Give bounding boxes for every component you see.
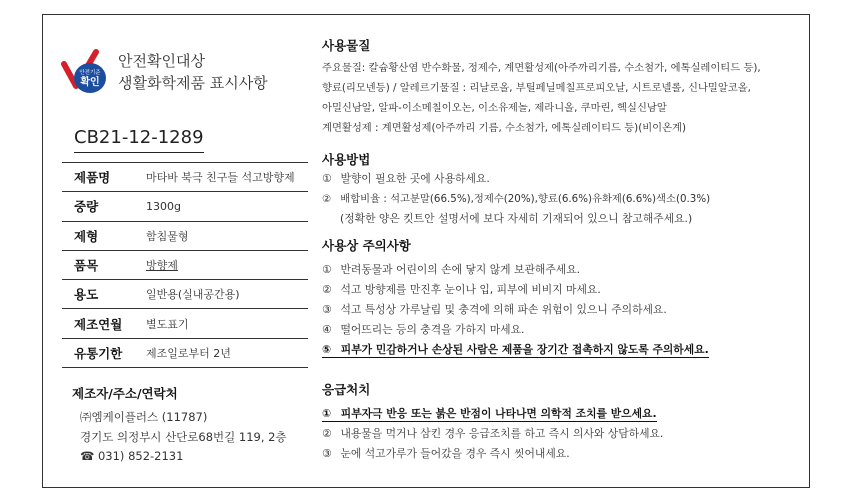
info-row-weight xyxy=(62,192,308,221)
substances-section xyxy=(322,36,802,138)
first-aid-section xyxy=(322,380,802,464)
info-key: 제형 xyxy=(62,221,136,250)
info-row-expiry xyxy=(62,338,308,367)
maker-address: 경기도 의정부시 산단로68번길 119, 2층 xyxy=(80,430,287,444)
info-key: 용도 xyxy=(62,280,136,309)
info-key: 제조연월 xyxy=(62,309,136,338)
maker-phone-line xyxy=(80,449,183,463)
cautions-title: 사용상 주의사항 xyxy=(322,238,411,253)
usage-item: ② 배합비율 : 석고분말(66.5%),정제수(20%),향료(6.6%)유화제(6.6%)색소(0.3%) xyxy=(322,193,711,205)
info-row-category xyxy=(62,250,308,279)
logo-title-line1: 안전확인대상 xyxy=(118,52,205,70)
info-key: 제품명 xyxy=(62,163,136,192)
caution-item: ① 반려동물과 어린이의 손에 닿지 않게 보관해주세요. xyxy=(322,263,581,276)
logo-badge-top: 안전기준 xyxy=(79,70,101,76)
logo-badge-main: 확인 xyxy=(80,77,100,88)
first-aid-item: ③ 눈에 석고가루가 들어갔을 경우 즉시 씻어내세요. xyxy=(322,447,570,460)
substances-line: 아밀신남알, 알파-이소메칠이오논, 이소유제놀, 제라니올, 쿠마린, 헥실신남알 xyxy=(322,102,667,114)
substances-title: 사용물질 xyxy=(322,38,371,53)
usage-title: 사용방법 xyxy=(322,152,371,167)
info-key: 유통기한 xyxy=(62,338,136,367)
info-row-product-name xyxy=(62,163,308,192)
info-key: 품목 xyxy=(62,250,136,279)
maker-phone: 031) 852-2131 xyxy=(97,449,184,463)
info-value: 제조일로부터 2년 xyxy=(136,338,308,367)
maker-title: 제조자/주소/연락처 xyxy=(72,386,178,401)
certification-number: CB21-12-1289 xyxy=(74,127,204,153)
caution-item-emphasized: ⑤ 피부가 민감하거나 손상된 사람은 제품을 장기간 접촉하지 않도록 주의하세요. xyxy=(322,343,709,356)
usage-item: ① 발향이 필요한 곳에 사용하세요. xyxy=(322,172,490,185)
info-value: 별도표기 xyxy=(136,309,308,338)
caution-item: ④ 떨어뜨리는 등의 충격을 가하지 마세요. xyxy=(322,323,525,336)
info-row-use xyxy=(62,280,308,309)
usage-note: (정확한 양은 킷트안 설명서에 보다 자세히 기재되어 있으니 참고해주세요.) xyxy=(340,212,693,225)
info-value: 함침물형 xyxy=(136,221,308,250)
info-value-text: 방향제 xyxy=(146,259,178,273)
safety-check-logo-icon xyxy=(60,48,112,98)
info-value xyxy=(136,250,308,279)
caution-item: ③ 석고 특성상 가루날림 및 충격에 의해 파손 위험이 있으니 주의하세요. xyxy=(322,303,667,316)
info-key: 중량 xyxy=(62,192,136,221)
substances-line: 주요물질: 칼슘황산염 반수화물, 정제수, 계면활성제(아주까리기름, 수소첨가, 에톡실레이티드 등), xyxy=(322,62,761,74)
info-row-manufacture-date xyxy=(62,309,308,338)
product-info-table xyxy=(62,162,308,368)
cautions-section xyxy=(322,236,802,360)
info-value: 일반용(실내공간용) xyxy=(136,280,308,309)
info-value: 마타바 북극 친구들 석고방향제 xyxy=(136,163,308,192)
phone-icon: ☎ xyxy=(80,449,95,463)
safety-logo-block xyxy=(60,44,330,104)
caution-item: ② 석고 방향제를 만진후 눈이나 입, 피부에 비비지 마세요. xyxy=(322,283,601,296)
info-row-form xyxy=(62,221,308,250)
first-aid-item: ② 내용물을 먹거나 삼킨 경우 응급조치를 하고 즉시 의사와 상담하세요. xyxy=(322,427,664,440)
maker-company: ㈜엠케이플러스 (11787) xyxy=(80,410,208,424)
substances-line: 향료(리모넨등) / 알레르기물질 : 리날로올, 부틸페닐메칠프로피오날, 시트로넬롤, 신나밀알코올, xyxy=(322,82,751,94)
substances-line: 계면활성제 : 계면활성제(아주까리 기름, 수소첨가, 에톡실레이티드 등)(비이온계) xyxy=(322,122,687,134)
first-aid-title: 응급처치 xyxy=(322,382,371,397)
usage-section xyxy=(322,150,802,229)
first-aid-item-emphasized: ① 피부자극 반응 또는 붉은 반점이 나타나면 의학적 조치를 받으세요. xyxy=(322,407,657,420)
logo-title-line2: 생활화학제품 표시사항 xyxy=(118,74,268,92)
info-value: 1300g xyxy=(136,192,308,221)
